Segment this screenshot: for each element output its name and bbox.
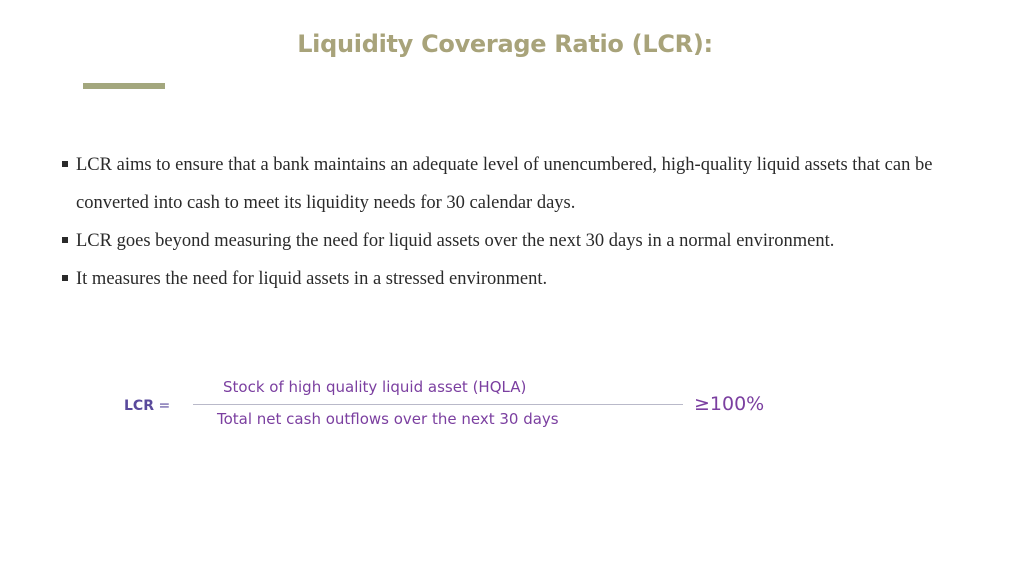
bullet-item <box>62 260 1002 298</box>
bullet-item <box>62 222 1002 260</box>
slide-title: Liquidity Coverage Ratio (LCR): <box>297 30 713 58</box>
bullet-text: It measures the need for liquid assets in a stressed environment. <box>76 269 548 289</box>
formula-threshold: ≥100% <box>694 393 765 415</box>
formula-equals-sign: = <box>158 398 171 414</box>
square-bullet-icon <box>62 237 68 243</box>
formula-lhs-label: LCR <box>124 398 154 414</box>
formula-lhs <box>124 398 170 414</box>
square-bullet-icon <box>62 161 68 167</box>
bullet-text: LCR aims to ensure that a bank maintains an adequate level of unencumbered, high-quality liquid assets that can be converted into cash to meet its liquidity needs for 30 calendar days. <box>76 155 933 213</box>
title-underline-bar <box>83 83 165 89</box>
fraction-line <box>193 404 683 405</box>
formula-denominator: Total net cash outflows over the next 30 days <box>217 410 559 428</box>
bullet-item <box>62 146 1002 222</box>
bullet-list <box>62 146 1002 298</box>
bullet-text: LCR goes beyond measuring the need for liquid assets over the next 30 days in a normal environment. <box>76 231 835 251</box>
formula-numerator: Stock of high quality liquid asset (HQLA) <box>223 378 527 396</box>
square-bullet-icon <box>62 275 68 281</box>
